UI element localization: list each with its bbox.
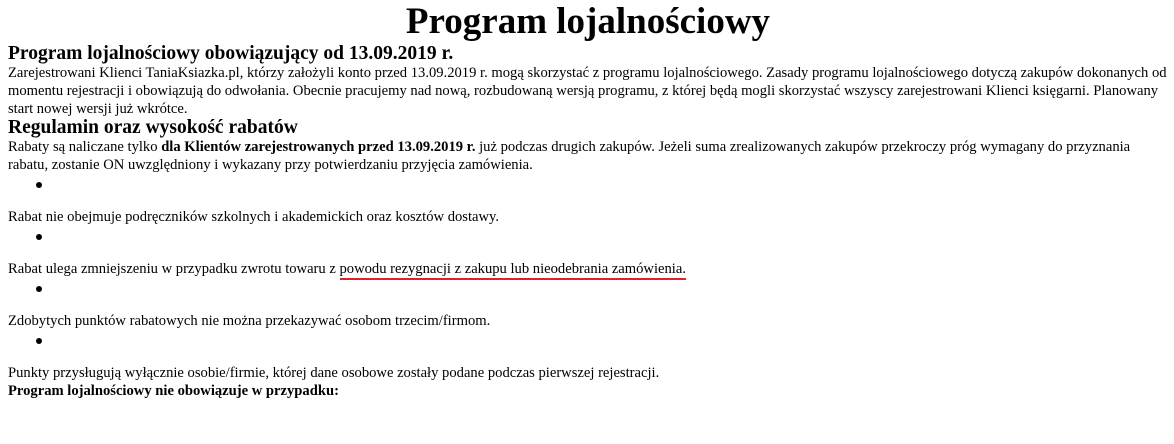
intro-text-start: Rabaty są naliczane tylko	[8, 139, 162, 155]
page-content	[8, 0, 1168, 400]
bullet-dot	[36, 234, 42, 240]
intro-bold-clients: dla Klientów zarejestrowanych przed 13.09.2019 r.	[161, 139, 476, 155]
exclusions-heading	[8, 382, 1168, 400]
program-description: Zarejestrowani Klienci TaniaKsiazka.pl, którzy założyli konto przed 13.09.2019 r. mogą skorzystać z programu lojalnościowego. Zasady programu lojalnościowego dotyczą zakupów dokonanych od momentu rejestracji i obowiązują do odwołania. Obecnie pracujemy nad nową, rozbudowaną wersją programu, z której będą mogli skorzystać wszyscy zarejestrowani Klienci księgarni. Planowany start nowej wersji już wkrótce.	[8, 65, 1167, 117]
bullet-dot	[36, 338, 42, 344]
section-heading-regulamin: Regulamin oraz wysokość rabatów	[8, 117, 298, 138]
list-bullet	[8, 174, 1168, 208]
list-item: Rabat nie obejmuje podręczników szkolnych i akademickich oraz kosztów dostawy.	[8, 209, 500, 225]
bullet-dot	[36, 286, 42, 292]
bullet-dot	[36, 182, 42, 188]
red-underlined-text: powodu rezygnacji z zakupu lub nieodebrania zamówienia.	[340, 261, 686, 280]
exclusions-heading-bold: Program lojalnościowy nie obowiązuje w przypadku:	[8, 383, 339, 399]
list-item: Zdobytych punktów rabatowych nie można przekazywać osobom trzecim/firmom.	[8, 313, 491, 329]
list-bullet	[8, 330, 1168, 364]
intro-text-end: już podczas drugich zakupów. Jeżeli suma zrealizowanych zakupów przekroczy próg wymagany do przyznania rabatu, zostanie ON uwzględniony i wykazany przy potwierdzaniu przyjęcia zamówienia.	[8, 139, 1131, 173]
page-title: Program lojalnościowy	[405, 1, 771, 42]
list-bullet	[8, 278, 1168, 312]
section-heading-program: Program lojalnościowy obowiązujący od 13.09.2019 r.	[8, 43, 454, 64]
list-bullet	[8, 226, 1168, 260]
list-item-text: Rabat ulega zmniejszeniu w przypadku zwrotu towaru z	[8, 261, 340, 277]
regulamin-intro	[8, 138, 1168, 174]
list-item	[8, 260, 1168, 278]
list-item: Punkty przysługują wyłącznie osobie/firmie, której dane osobowe zostały podane podczas pierwszej rejestracji.	[8, 365, 660, 381]
